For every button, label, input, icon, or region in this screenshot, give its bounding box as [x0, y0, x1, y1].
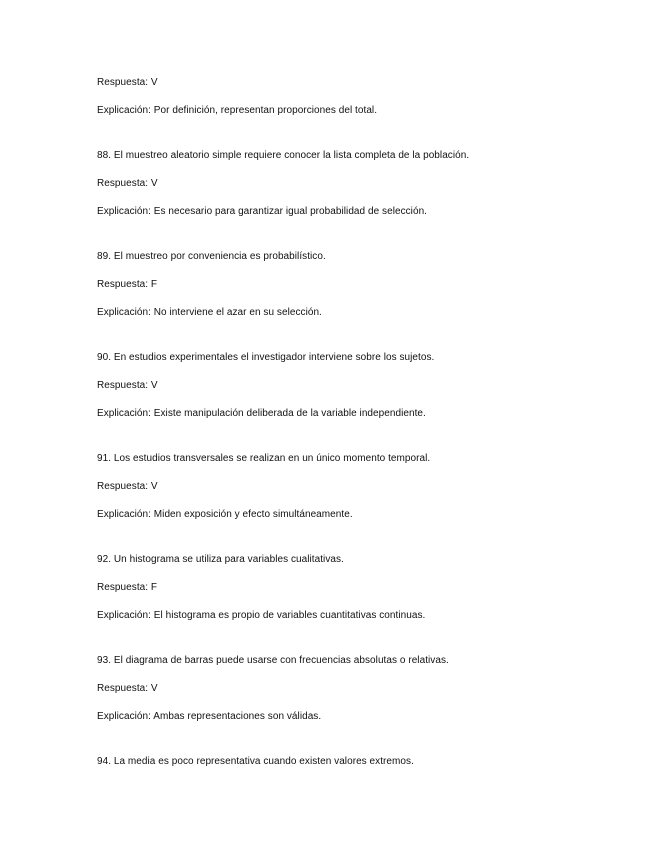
explanation-line: Explicación: Por definición, representan proporciones del total.: [97, 105, 378, 116]
question-line: 89. El muestreo por conveniencia es probabilístico.: [97, 251, 326, 262]
explanation-line: Explicación: Es necesario para garantizar igual probabilidad de selección.: [97, 206, 428, 217]
explanation-line: Explicación: Existe manipulación deliberada de la variable independiente.: [97, 408, 426, 419]
explanation-line: Explicación: No interviene el azar en su selección.: [97, 307, 322, 318]
answer-line: Respuesta: F: [97, 279, 158, 290]
answer-line: Respuesta: F: [97, 582, 158, 593]
question-line: 90. En estudios experimentales el investigador interviene sobre los sujetos.: [97, 352, 435, 363]
question-line: 92. Un histograma se utiliza para variables cualitativas.: [97, 554, 344, 565]
answer-line: Respuesta: V: [97, 178, 158, 189]
explanation-line: Explicación: Miden exposición y efecto simultáneamente.: [97, 509, 353, 520]
answer-line: Respuesta: V: [97, 481, 158, 492]
explanation-line: Explicación: Ambas representaciones son válidas.: [97, 711, 322, 722]
answer-line: Respuesta: V: [97, 77, 158, 88]
question-line: 88. El muestreo aleatorio simple requiere conocer la lista completa de la población.: [97, 150, 470, 161]
question-line: 91. Los estudios transversales se realizan en un único momento temporal.: [97, 453, 431, 464]
answer-line: Respuesta: V: [97, 683, 158, 694]
question-line: 94. La media es poco representativa cuando existen valores extremos.: [97, 756, 414, 767]
explanation-line: Explicación: El histograma es propio de variables cuantitativas continuas.: [97, 610, 426, 621]
question-line: 93. El diagrama de barras puede usarse con frecuencias absolutas o relativas.: [97, 655, 449, 666]
answer-line: Respuesta: V: [97, 380, 158, 391]
document-content: [97, 76, 617, 768]
